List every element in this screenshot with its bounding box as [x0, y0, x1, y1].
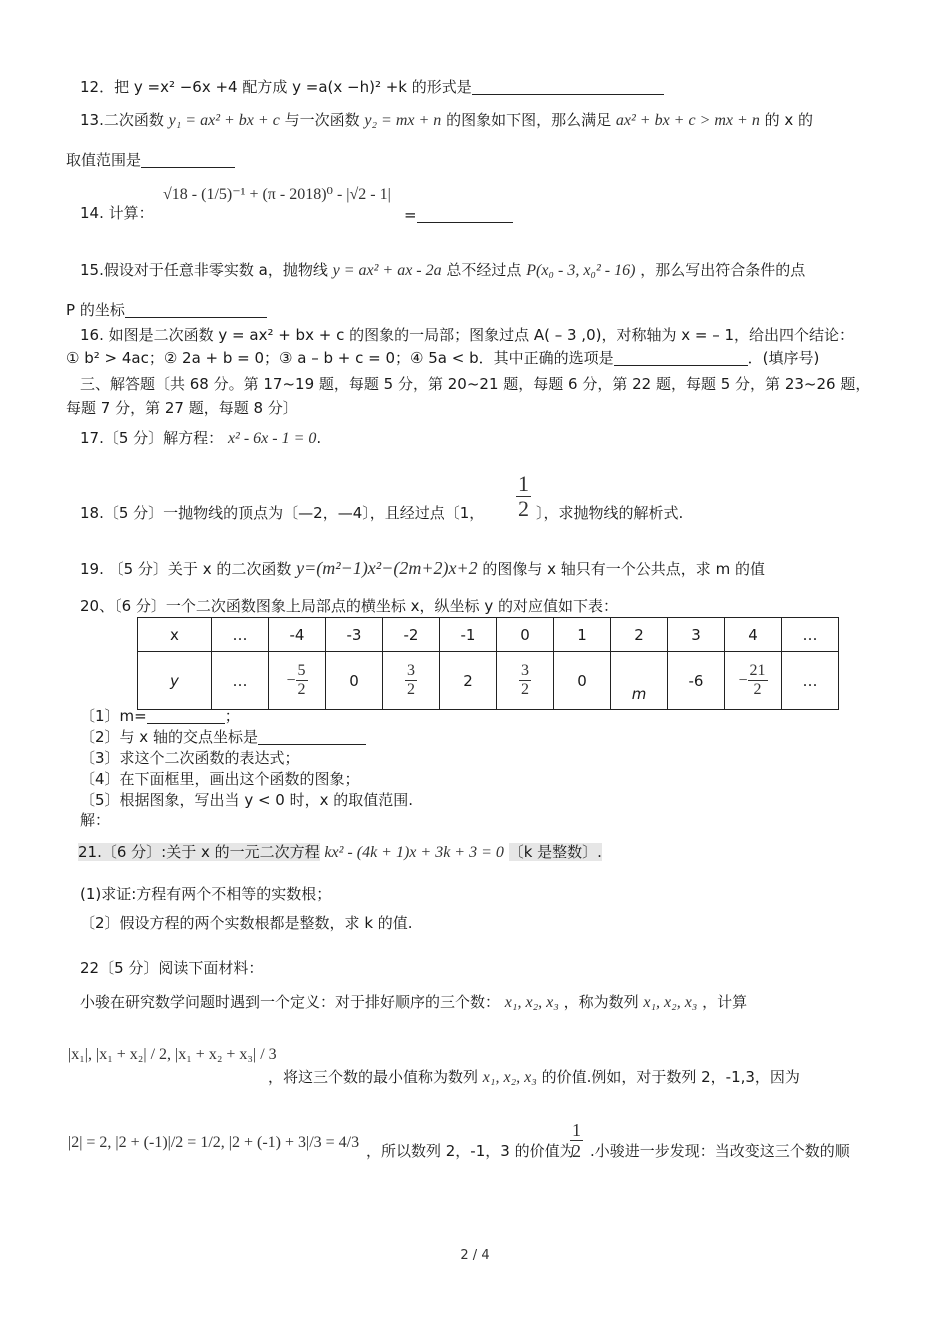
q20-sub2-blank — [258, 728, 366, 745]
q13 — [80, 110, 813, 131]
q21-suffix: 〔k 是整数〕. — [508, 843, 602, 861]
q22-line3b — [590, 1141, 850, 1161]
q12 — [80, 77, 664, 97]
q20-sub3-text: 〔3〕求这个二次函数的表达式； — [80, 749, 300, 767]
q18-suffix-line — [536, 503, 683, 523]
q19 — [80, 558, 765, 579]
q13-line2 — [66, 150, 235, 170]
page-number: 2 / 4 — [460, 1248, 490, 1263]
q22-half-num: 1 — [572, 1120, 581, 1140]
q18-fraction — [516, 472, 531, 521]
q14-eq: = — [404, 206, 417, 224]
table-cell: … — [212, 618, 269, 652]
q18-suffix: 〕，求抛物线的解析式. — [536, 504, 684, 522]
q22-title — [80, 958, 263, 978]
table-cell-fraction: $\frac{3}{2}$ — [383, 652, 440, 710]
q20-intro-text: 20、〔6 分〕一个二次函数图象上局部点的横坐标 x，纵坐标 y 的对应值如下表： — [80, 597, 618, 615]
q14 — [80, 203, 154, 223]
q15-parabola: y = ax² + ax - 2a — [332, 262, 442, 279]
q15-answer-blank — [125, 301, 267, 318]
table-cell-fraction: − $\frac{21}{2}$ — [725, 652, 782, 710]
table-cell: … — [782, 652, 839, 710]
table-cell: 0 — [554, 652, 611, 710]
table-cell: -1 — [440, 618, 497, 652]
q20-y-row — [138, 652, 839, 710]
q17-suffix: . — [316, 429, 322, 447]
q19-suffix: 的图像与 x 轴只有一个公共点，求 m 的值 — [482, 560, 765, 578]
q16-text3: ．(填序号) — [747, 349, 820, 367]
q14-prefix: 14. 计算： — [80, 204, 154, 222]
q22-p1c: ，计算 — [702, 993, 748, 1011]
q22-half-den: 2 — [572, 1141, 581, 1161]
q15-mid: 总不经过点 — [446, 261, 522, 279]
table-cell: -6 — [668, 652, 725, 710]
q12-text: 12．把 y =x² −6x +4 配方成 y =a(x −h)² +k 的形式是 — [80, 78, 472, 96]
q22-p2a: ，将这三个数的最小值称为数列 — [268, 1068, 479, 1086]
q21-sub2 — [80, 913, 413, 933]
table-cell: 0 — [326, 652, 383, 710]
q18-prefix: 18.〔5 分〕一抛物线的顶点为〔—2，—4〕，且经过点〔1， — [80, 504, 485, 522]
q22-expr1-line — [68, 1044, 277, 1065]
q13-mid2: 的图象如下图，那么满足 — [446, 111, 612, 129]
table-cell: -3 — [326, 618, 383, 652]
q22-p3a: ，所以数列 2，-1，3 的价值为 — [366, 1142, 575, 1160]
q20-x-row — [138, 618, 839, 652]
q22-line2 — [268, 1067, 800, 1088]
table-cell: … — [782, 618, 839, 652]
q16-text1: 16. 如图是二次函数 y = ax² + bx + c 的图象的一局部；图象过点 A( – 3 ,0)，对称轴为 x = – 1，给出四个结论： — [80, 326, 855, 344]
section3-text1: 三、解答题〔共 68 分。第 17~19 题，每题 5 分，第 20~21 题，每题 6 分，第 22 题，每题 5 分，第 23~26 题， — [80, 375, 871, 393]
q13-prefix: 13.二次函数 — [80, 111, 164, 129]
q18-prefix-line — [80, 503, 484, 523]
q21 — [78, 842, 602, 863]
q22-seq-2: x₁, x₂, x₃ — [643, 994, 698, 1011]
table-cell: x — [138, 618, 212, 652]
q20-sub2 — [80, 727, 366, 747]
q22-line1 — [80, 992, 747, 1013]
q22-p3b: .小骏进一步发现：当改变这三个数的顺 — [590, 1142, 850, 1160]
q17 — [80, 428, 321, 449]
q17-prefix: 17.〔5 分〕解方程： — [80, 429, 224, 447]
q14-expr: √18 - (1/5)⁻¹ + (π - 2018)⁰ - |√2 - 1| — [163, 186, 391, 203]
q14-answer-blank — [417, 206, 513, 223]
table-cell: 4 — [725, 618, 782, 652]
table-cell: 2 — [611, 618, 668, 652]
section3-line2 — [66, 398, 298, 418]
q12-answer-blank — [472, 78, 664, 95]
q16-text2: ① b² > 4ac；② 2a + b = 0；③ a – b + c = 0；④ 5a < b．其中正确的选项是 — [66, 349, 614, 367]
q20-sub1 — [80, 706, 240, 726]
q16-answer-blank — [614, 349, 748, 366]
table-cell: m — [611, 652, 668, 710]
table-cell: -4 — [269, 618, 326, 652]
table-cell: 1 — [554, 618, 611, 652]
q15-prefix: 15.假设对于任意非零实数 a，抛物线 — [80, 261, 328, 279]
q22-half-fraction — [570, 1120, 583, 1161]
q13-suffix: 的 x 的 — [764, 111, 814, 129]
q22-seq-1: x₁, x₂, x₃ — [504, 994, 559, 1011]
q15-point: P(x₀ - 3, x₀² - 16) — [526, 262, 636, 279]
q20-sub2-text: 〔2〕与 x 轴的交点坐标是 — [80, 728, 258, 746]
q20-sub1-blank — [147, 707, 225, 724]
q20-value-table — [137, 617, 839, 710]
q22-p1a: 小骏在研究数学问题时遇到一个定义：对于排好顺序的三个数： — [80, 993, 501, 1011]
q13-answer-blank — [141, 151, 235, 168]
q14-result — [404, 205, 513, 225]
q13-mid: 与一次函数 — [284, 111, 360, 129]
q22-title-text: 22〔5 分〕阅读下面材料： — [80, 959, 264, 977]
section3-line1 — [80, 374, 870, 394]
q22-expr2: |2| = 2, |2 + (-1)|/2 = 1/2, |2 + (-1) + 3|/3 = 4/3 — [68, 1134, 360, 1151]
q22-p1b: ，称为数列 — [563, 993, 639, 1011]
q15-suffix: ，那么写出符合条件的点 — [640, 261, 806, 279]
q20-sub4 — [80, 769, 360, 789]
q21-sub2-text: 〔2〕假设方程的两个实数根都是整数，求 k 的值. — [80, 914, 413, 932]
q17-equation: x² - 6x - 1 = 0 — [227, 430, 317, 447]
q20-answer-label: 解： — [80, 811, 111, 829]
q13-quadratic: y₁ = ax² + bx + c — [168, 112, 280, 129]
section3-text2: 每题 7 分，第 27 题，每题 8 分〕 — [66, 399, 298, 417]
q20-sub3 — [80, 748, 300, 768]
q15 — [80, 260, 805, 281]
q21-sub1 — [80, 884, 331, 904]
q21-equation: kx² - (4k + 1)x + 3k + 3 = 0 — [324, 844, 504, 861]
q16-line1 — [80, 325, 854, 345]
table-cell-fraction: $\frac{3}{2}$ — [497, 652, 554, 710]
q20-sub1-end: ； — [224, 707, 240, 725]
q22-line3 — [366, 1141, 575, 1161]
q20-intro — [80, 596, 618, 616]
q19-function: y=(m²−1)x²−(2m+2)x+2 — [296, 558, 478, 578]
table-cell-fraction: − $\frac{5}{2}$ — [269, 652, 326, 710]
q20-answer — [80, 810, 110, 830]
q22-p2b: 的价值.例如，对于数列 2，-1,3，因为 — [541, 1068, 800, 1086]
table-cell: y — [138, 652, 212, 710]
q13-range-label: 取值范围是 — [66, 151, 142, 169]
table-cell: 0 — [497, 618, 554, 652]
q22-seq-3: x₁, x₂, x₃ — [482, 1069, 537, 1086]
q18-frac-num: 1 — [518, 471, 529, 496]
q13-inequality: ax² + bx + c > mx + n — [615, 112, 760, 129]
table-cell: 2 — [440, 652, 497, 710]
q20-sub4-text: 〔4〕在下面框里，画出这个函数的图象； — [80, 770, 360, 788]
q20-sub5-text: 〔5〕根据图象，写出当 y < 0 时，x 的取值范围. — [80, 791, 414, 809]
q16-line2 — [66, 348, 819, 368]
table-cell: -2 — [383, 618, 440, 652]
q22-expr2-line — [68, 1132, 359, 1153]
table-cell: … — [212, 652, 269, 710]
q22-expr1: |x₁|, |x₁ + x₂| / 2, |x₁ + x₂ + x₃| / 3 — [68, 1046, 277, 1063]
q19-prefix: 19. 〔5 分〕关于 x 的二次函数 — [80, 560, 292, 578]
q15-p-label: P 的坐标 — [66, 301, 125, 319]
q13-linear: y₂ = mx + n — [364, 112, 442, 129]
table-cell: 3 — [668, 618, 725, 652]
q18-frac-den: 2 — [518, 496, 529, 521]
q20-sub1-text: 〔1〕m= — [80, 707, 147, 725]
q20-sub5 — [80, 790, 413, 810]
q14-expression — [163, 184, 391, 205]
q21-sub1-text: (1)求证:方程有两个不相等的实数根； — [80, 885, 332, 903]
q15-line2 — [66, 300, 267, 320]
q21-prefix: 21.〔6 分〕:关于 x 的一元二次方程 — [78, 843, 320, 861]
